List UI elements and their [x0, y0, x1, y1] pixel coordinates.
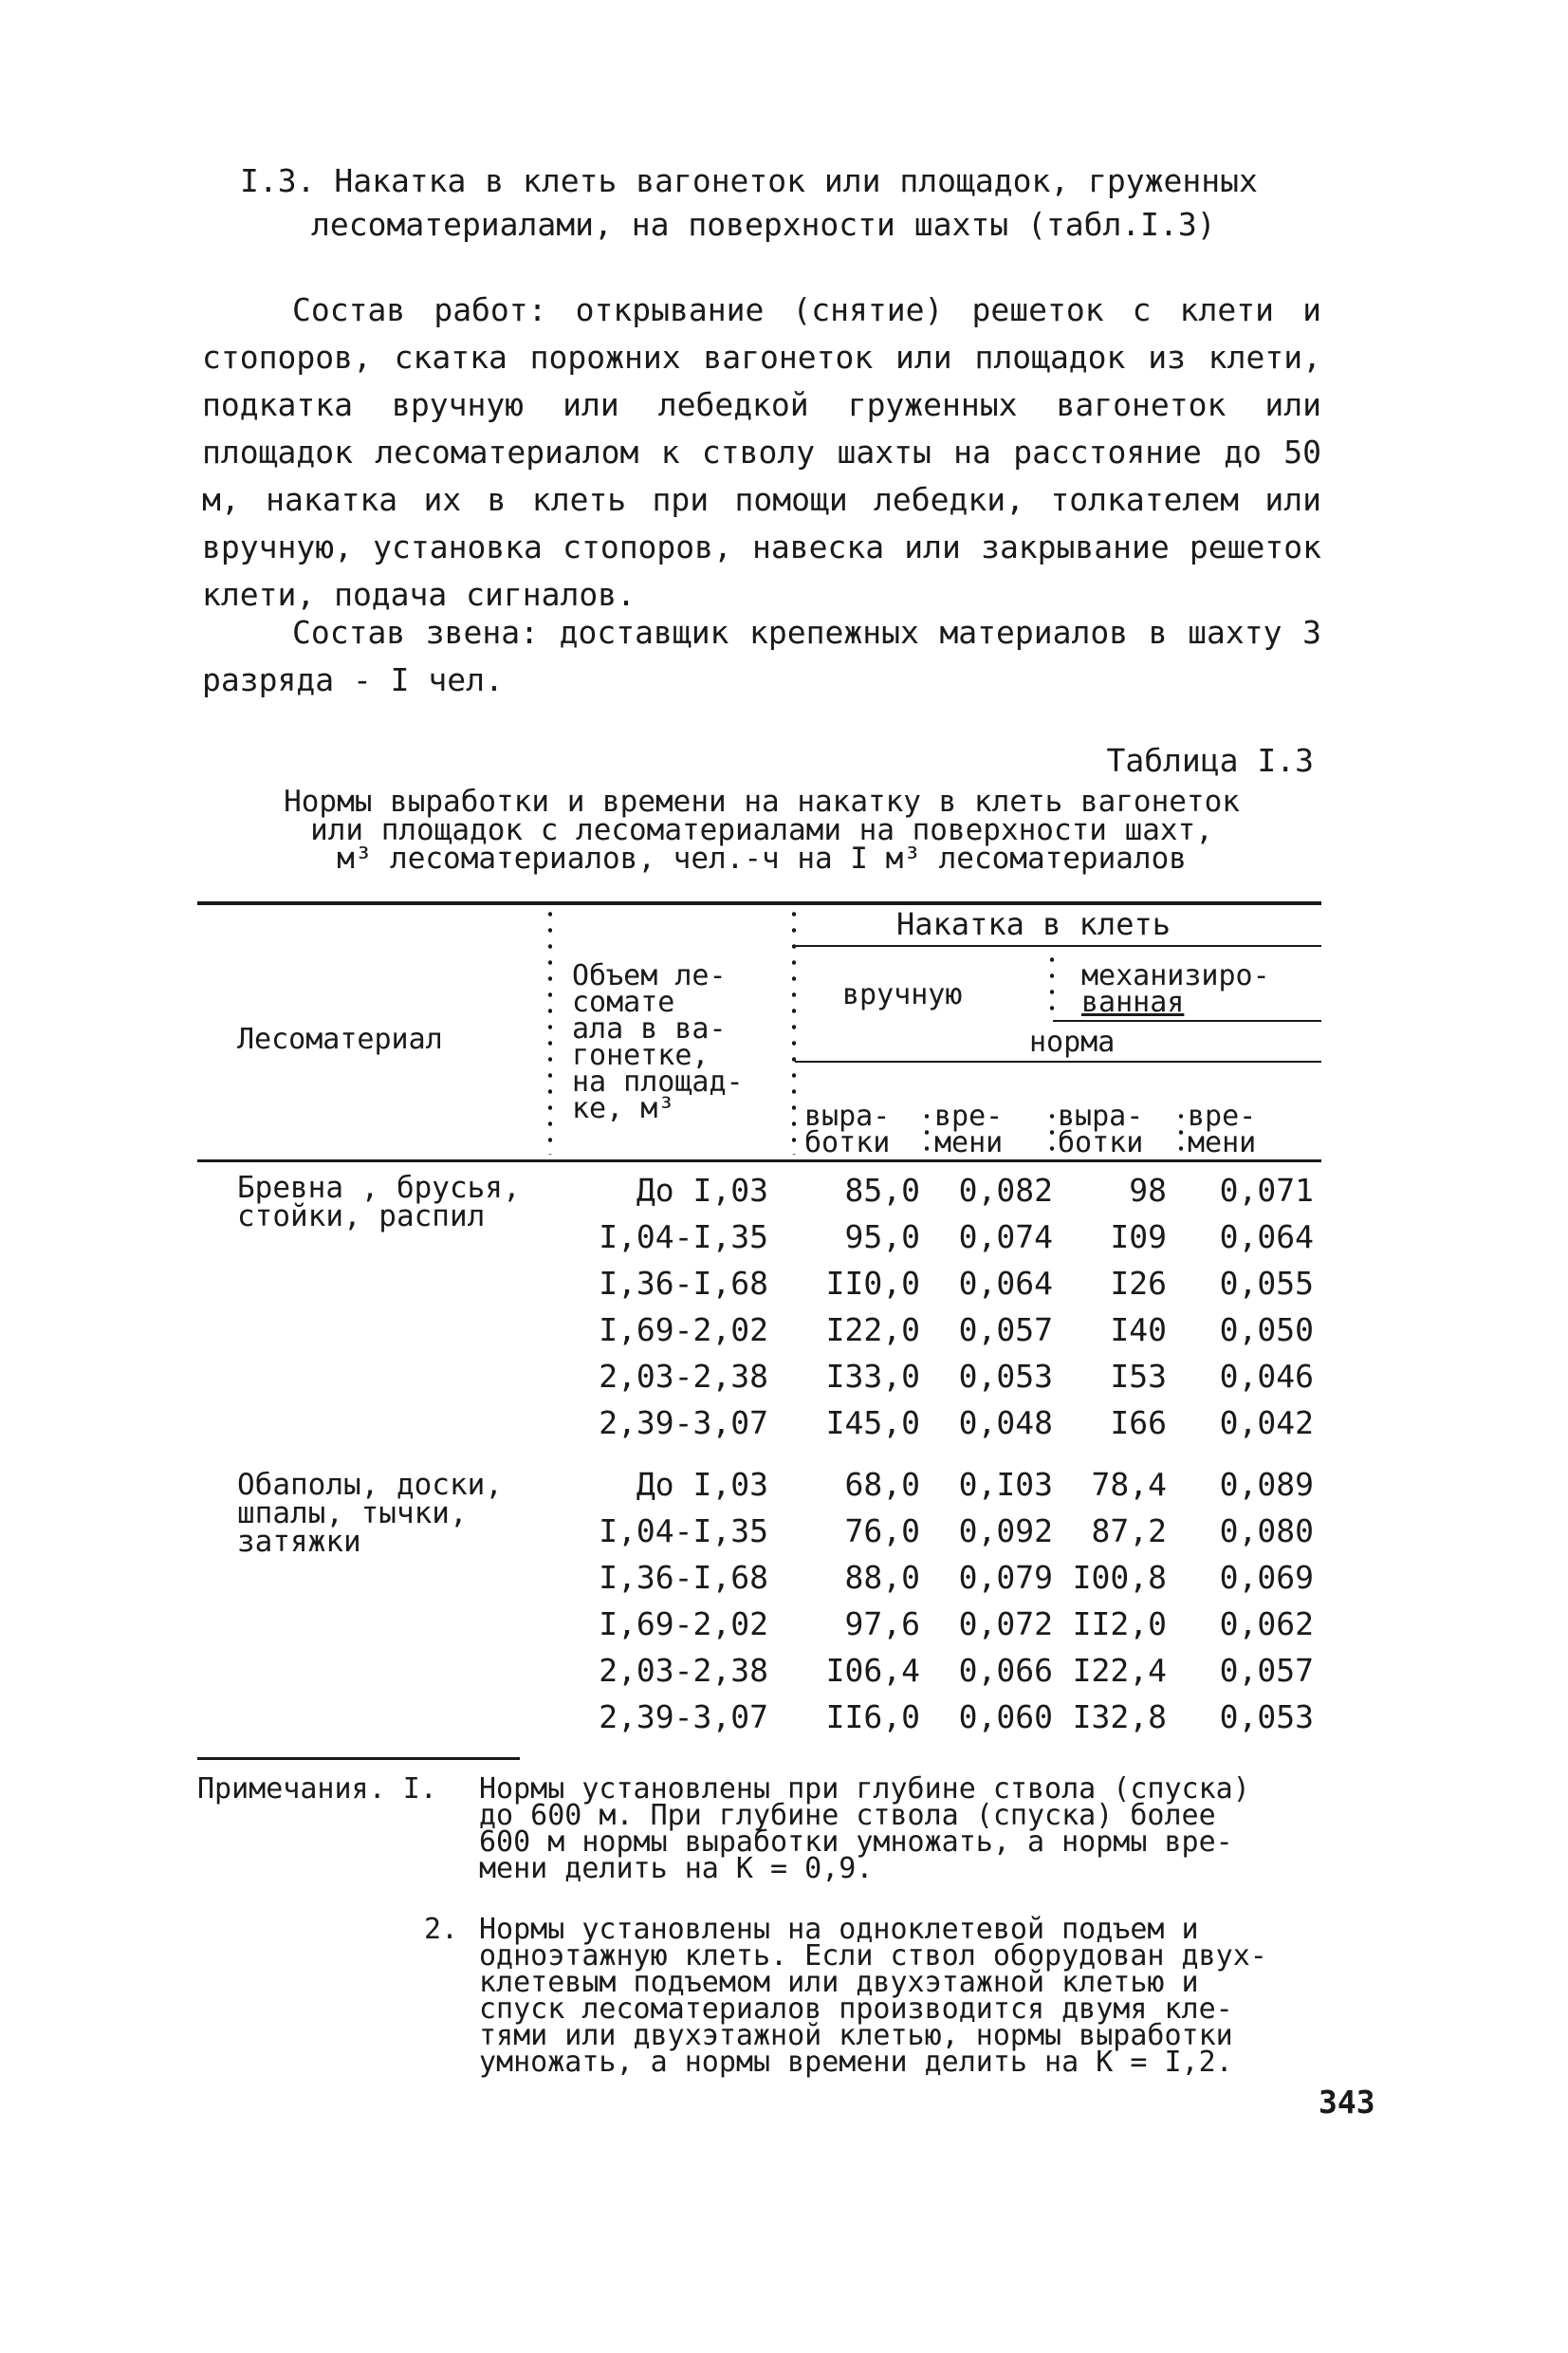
heading-line-2: лесоматериалами, на поверхности шахты (табл.I.3) [311, 206, 1216, 243]
table-row: I,36-I,68 88,0 0,079 I00,8 0,069 [599, 1559, 1314, 1596]
table-row: I,36-I,68 II0,0 0,064 I26 0,055 [599, 1265, 1314, 1302]
table-row: До I,03 85,0 0,082 98 0,071 [636, 1172, 1314, 1209]
header-time-manual: вре- мени [934, 1100, 1004, 1159]
composition-of-team: Состав звена: доставщик крепежных материалов в шахту 3 разряда - I чел. [202, 614, 1321, 698]
table-row: I,69-2,02 I22,0 0,057 I40 0,050 [599, 1311, 1314, 1348]
notes-rule [197, 1757, 520, 1760]
heading-line-1: I.3. Накатка в клеть вагонеток или площадок, груженных [240, 162, 1258, 199]
note-2-number: 2. [424, 1913, 459, 1946]
loading-rule [795, 945, 1321, 947]
separator-mech-time [1179, 1108, 1183, 1156]
header-manual: вручную [842, 978, 963, 1011]
header-mechanized: механизиро- ванная [1081, 959, 1270, 1019]
header-output-manual: выра- ботки [804, 1100, 891, 1159]
separator-volume [548, 906, 552, 1155]
table-row: 2,03-2,38 I33,0 0,053 I53 0,046 [599, 1358, 1314, 1395]
separator-mech-output [1050, 1108, 1054, 1156]
note-2: Нормы установлены на одноклетевой подъем и одноэтажную клеть. Если ствол оборудован двух- клетевым подъемом или двухэтажной клетью и спуск лесоматериалов производится двумя кле- тями или двухэтажной клетью, нормы выработки умножать, а нормы времени делить на К = I,2. [479, 1913, 1267, 2079]
header-output-mech: выра- ботки [1058, 1100, 1144, 1159]
caption-line: или площадок с лесоматериалами на поверхности шахт, [310, 813, 1213, 847]
header-time-mech: вре- мени [1188, 1100, 1257, 1159]
table-row: 2,39-3,07 II6,0 0,060 I32,8 0,053 [599, 1698, 1314, 1735]
header-norm: норма [1029, 1026, 1116, 1059]
table-row: До I,03 68,0 0,I03 78,4 0,089 [636, 1466, 1314, 1503]
separator-manual-time [925, 1108, 929, 1156]
table-row: I,04-I,35 76,0 0,092 87,2 0,080 [599, 1512, 1314, 1549]
material-group-logs: Бревна , брусья, стойки, распил [237, 1171, 521, 1233]
separator-loading [792, 906, 796, 1155]
notes-title: Примечания. I. [197, 1772, 437, 1806]
norm-rule [795, 1061, 1321, 1063]
composition-of-work: Состав работ: открывание (снятие) решеток с клети и стопоров, скатка порожних вагонеток или площадок из клети, подкатка вручную или лебедкой груженных вагонеток или площадок лесоматериалом к стволу шахты на расстояние до 50 м, накатка их в клеть при помощи лебедки, толкателем или вручную, установка стопоров, навеска или закрывание решеток клети, подача сигналов. [202, 291, 1321, 613]
header-loading: Накатка в клеть [896, 906, 1171, 942]
table-row: 2,03-2,38 I06,4 0,066 I22,4 0,057 [599, 1652, 1314, 1689]
table-row: 2,39-3,07 I45,0 0,048 I66 0,042 [599, 1404, 1314, 1441]
caption-line: Нормы выработки и времени на накатку в клеть вагонеток [284, 785, 1240, 819]
header-volume: Объем ле- сомате ала в ва- гонетке, на площад- ке, м³ [572, 959, 744, 1125]
table-row: I,04-I,35 95,0 0,074 I09 0,064 [599, 1218, 1314, 1255]
separator-mechanized [1050, 952, 1054, 1018]
table-caption [202, 785, 1321, 876]
table-row: I,69-2,02 97,6 0,072 II2,0 0,062 [599, 1605, 1314, 1642]
header-bottom-rule [197, 1159, 1321, 1162]
note-1: Нормы установлены при глубине ствола (спуска) до 600 м. При глубине ствола (спуска) более 600 м нормы выработки умножать, а нормы вре- мени делить на К = 0,9. [479, 1772, 1250, 1885]
page-number: 343 [1319, 2084, 1375, 2121]
caption-line: м³ лесоматериалов, чел.-ч на I м³ лесоматериалов [337, 842, 1187, 876]
mechanized-rule [1053, 1020, 1321, 1022]
table-top-rule [197, 901, 1321, 905]
material-group-boards: Обаполы, доски, шпалы, тычки, затяжки [237, 1468, 503, 1559]
header-material: Лесоматериал [237, 1023, 443, 1056]
section-heading [240, 159, 1331, 247]
table-label: Таблица I.3 [1106, 742, 1314, 779]
